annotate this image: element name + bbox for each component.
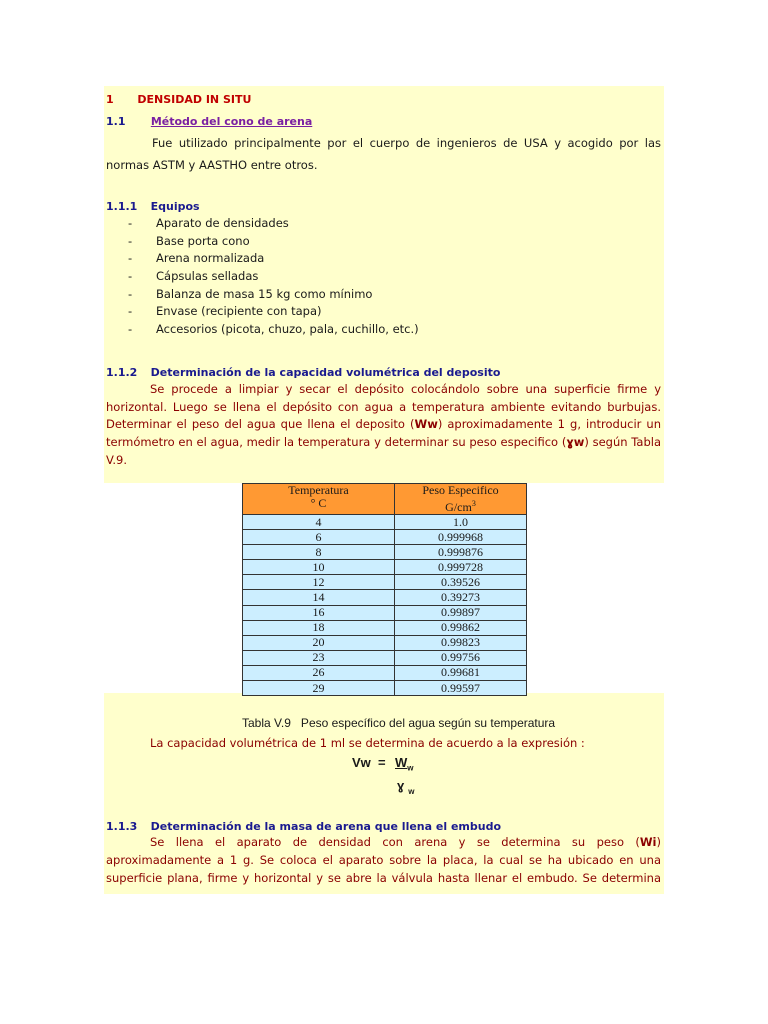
section-1-1-2-heading xyxy=(106,364,500,382)
bullet-dash: - xyxy=(128,251,133,266)
header-specific-weight xyxy=(395,484,527,515)
list-item xyxy=(104,304,664,322)
table-row xyxy=(243,620,527,635)
list-item-text: Arena normalizada xyxy=(156,251,265,266)
text-run: Determinar el peso del agua que llena el deposito ( xyxy=(106,417,415,431)
text-run: termómetro en el agua, medir la temperatura y determinar su peso especifico ( xyxy=(106,435,567,449)
section-1-1-3-title: Determinación de la masa de arena que llena el embudo xyxy=(150,820,501,833)
para-1-1-3-line-1 xyxy=(150,834,661,852)
section-1-1-number: 1.1 xyxy=(106,115,126,128)
table-row xyxy=(243,560,527,575)
table-header-row xyxy=(243,484,527,515)
table-row xyxy=(243,650,527,665)
header-temperature-line-2: ° C xyxy=(310,496,327,510)
list-item-text: Base porta cono xyxy=(156,233,250,248)
section-1-1-title: Método del cono de arena xyxy=(150,115,313,128)
bullet-dash: - xyxy=(128,304,133,319)
formula-w-sub: w xyxy=(407,763,414,773)
table-cell-specific-weight: 0.99823 xyxy=(395,635,527,650)
section-1-1-3-heading xyxy=(106,818,501,836)
equipment-list xyxy=(104,216,664,340)
intro-line-1: Fue utilizado principalmente por el cuerpo de ingenieros de USA y acogido por las xyxy=(152,136,661,150)
list-item xyxy=(104,234,664,252)
table-cell-temperature: 16 xyxy=(243,605,395,620)
text-run: ) aproximadamente 1 g, introducir un xyxy=(437,417,661,431)
list-item xyxy=(104,251,664,269)
header-specific-weight-line-1: Peso Especifico xyxy=(422,483,499,497)
formula-denominator xyxy=(397,778,414,796)
table-cell-specific-weight: 0.99597 xyxy=(395,681,527,696)
table-row xyxy=(243,605,527,620)
table-row xyxy=(243,545,527,560)
text-run: ) xyxy=(656,835,661,849)
table-cell-specific-weight: 0.99681 xyxy=(395,665,527,680)
section-1-1-1-heading xyxy=(106,198,200,216)
header-temperature-line-1: Temperatura xyxy=(288,483,349,497)
ww-symbol: Ww xyxy=(414,417,438,431)
table-cell-specific-weight: 0.99756 xyxy=(395,650,527,665)
formula-gamma: ɣ xyxy=(397,778,405,793)
table-cell-temperature: 8 xyxy=(243,545,395,560)
bullet-dash: - xyxy=(128,269,133,284)
list-item-text: Cápsulas selladas xyxy=(156,269,259,284)
para-1-1-2-line-4 xyxy=(106,434,661,452)
section-1-1-3-number: 1.1.3 xyxy=(106,820,138,833)
table-cell-specific-weight: 0.39273 xyxy=(395,590,527,605)
para-1-1-3-line-3: superficie plana, firme y horizontal y se abre la válvula hasta llenar el embudo. Se determina xyxy=(106,871,661,885)
table-row xyxy=(243,575,527,590)
table-cell-temperature: 4 xyxy=(243,515,395,530)
list-item-text: Aparato de densidades xyxy=(156,216,289,230)
para-1-1-3-line-2: aproximadamente a 1 g. Se coloca el aparato sobre la placa, la cual se ha ubicado en una xyxy=(106,853,661,867)
table-cell-specific-weight: 0.99862 xyxy=(395,620,527,635)
list-item-text: Accesorios (picota, chuzo, pala, cuchillo, etc.) xyxy=(156,322,419,337)
list-item xyxy=(104,269,664,287)
list-item xyxy=(104,322,664,340)
table-row xyxy=(243,590,527,605)
list-item-text: Envase (recipiente con tapa) xyxy=(156,304,322,319)
table-cell-temperature: 20 xyxy=(243,635,395,650)
bullet-dash: - xyxy=(128,286,133,301)
table-cell-specific-weight: 0.99897 xyxy=(395,605,527,620)
table-cell-temperature: 26 xyxy=(243,665,395,680)
table-cell-specific-weight: 0.999728 xyxy=(395,560,527,575)
section-1-number: 1 xyxy=(106,93,114,106)
wi-symbol: Wi xyxy=(639,835,657,849)
specific-weight-table xyxy=(242,483,527,696)
table-cell-temperature: 6 xyxy=(243,530,395,545)
formula-w: W xyxy=(395,755,408,770)
header-specific-weight-line-2 xyxy=(395,497,526,514)
table-cell-temperature: 12 xyxy=(243,575,395,590)
section-1-title: DENSIDAD IN SITU xyxy=(137,93,252,106)
list-item xyxy=(104,216,664,234)
bullet-dash: - xyxy=(128,322,133,337)
table-row xyxy=(243,635,527,650)
table-cell-temperature: 14 xyxy=(243,590,395,605)
table-caption: Tabla V.9 Peso específico del agua según su temperatura xyxy=(242,716,556,730)
section-1-heading xyxy=(106,91,251,109)
text-run: ) según Tabla xyxy=(584,435,661,449)
table-row xyxy=(243,665,527,680)
section-1-1-1-number: 1.1.1 xyxy=(106,200,138,213)
list-item-text: Balanza de masa 15 kg como mínimo xyxy=(156,286,373,301)
table-row xyxy=(243,530,527,545)
table-cell-specific-weight: 1.0 xyxy=(395,515,527,530)
section-1-1-2-number: 1.1.2 xyxy=(106,366,138,379)
formula-gamma-sub: w xyxy=(408,786,415,796)
bullet-dash: - xyxy=(128,216,133,230)
table-cell-specific-weight: 0.999968 xyxy=(395,530,527,545)
para-1-1-2-line-3 xyxy=(106,416,661,434)
table-row xyxy=(243,515,527,530)
unit-superscript: 3 xyxy=(471,499,476,508)
section-1-1-2-title: Determinación de la capacidad volumétrica del deposito xyxy=(150,366,501,379)
table-cell-temperature: 23 xyxy=(243,650,395,665)
section-1-1-1-title: Equipos xyxy=(150,200,200,213)
formula-lhs: Vw = xyxy=(352,755,386,770)
table-cell-specific-weight: 0.39526 xyxy=(395,575,527,590)
para-1-1-2-line-2: horizontal. Luego se llena el depósito con agua a temperatura ambiente evitando burbujas. xyxy=(106,400,661,414)
table-cell-specific-weight: 0.999876 xyxy=(395,545,527,560)
formula-numerator xyxy=(395,755,414,773)
header-temperature xyxy=(243,484,395,515)
table-row xyxy=(243,681,527,696)
para-1-1-2-line-5: V.9. xyxy=(106,453,128,467)
para-1-1-2-line-1: Se procede a limpiar y secar el depósito colocándolo sobre una superficie firme y xyxy=(150,382,661,396)
list-item xyxy=(104,287,664,305)
table-cell-temperature: 10 xyxy=(243,560,395,575)
text-run: Se llena el aparato de densidad con arena y se determina su peso ( xyxy=(150,835,640,849)
gamma-w-symbol: ɣw xyxy=(566,435,585,449)
table-cell-temperature: 29 xyxy=(243,681,395,696)
intro-line-2: normas ASTM y AASTHO entre otros. xyxy=(106,158,318,172)
capacity-text: La capacidad volumétrica de 1 ml se determina de acuerdo a la expresión : xyxy=(150,736,585,750)
bullet-dash: - xyxy=(128,233,133,248)
unit: G/cm xyxy=(445,500,472,514)
section-1-1-heading xyxy=(106,113,312,131)
table-cell-temperature: 18 xyxy=(243,620,395,635)
